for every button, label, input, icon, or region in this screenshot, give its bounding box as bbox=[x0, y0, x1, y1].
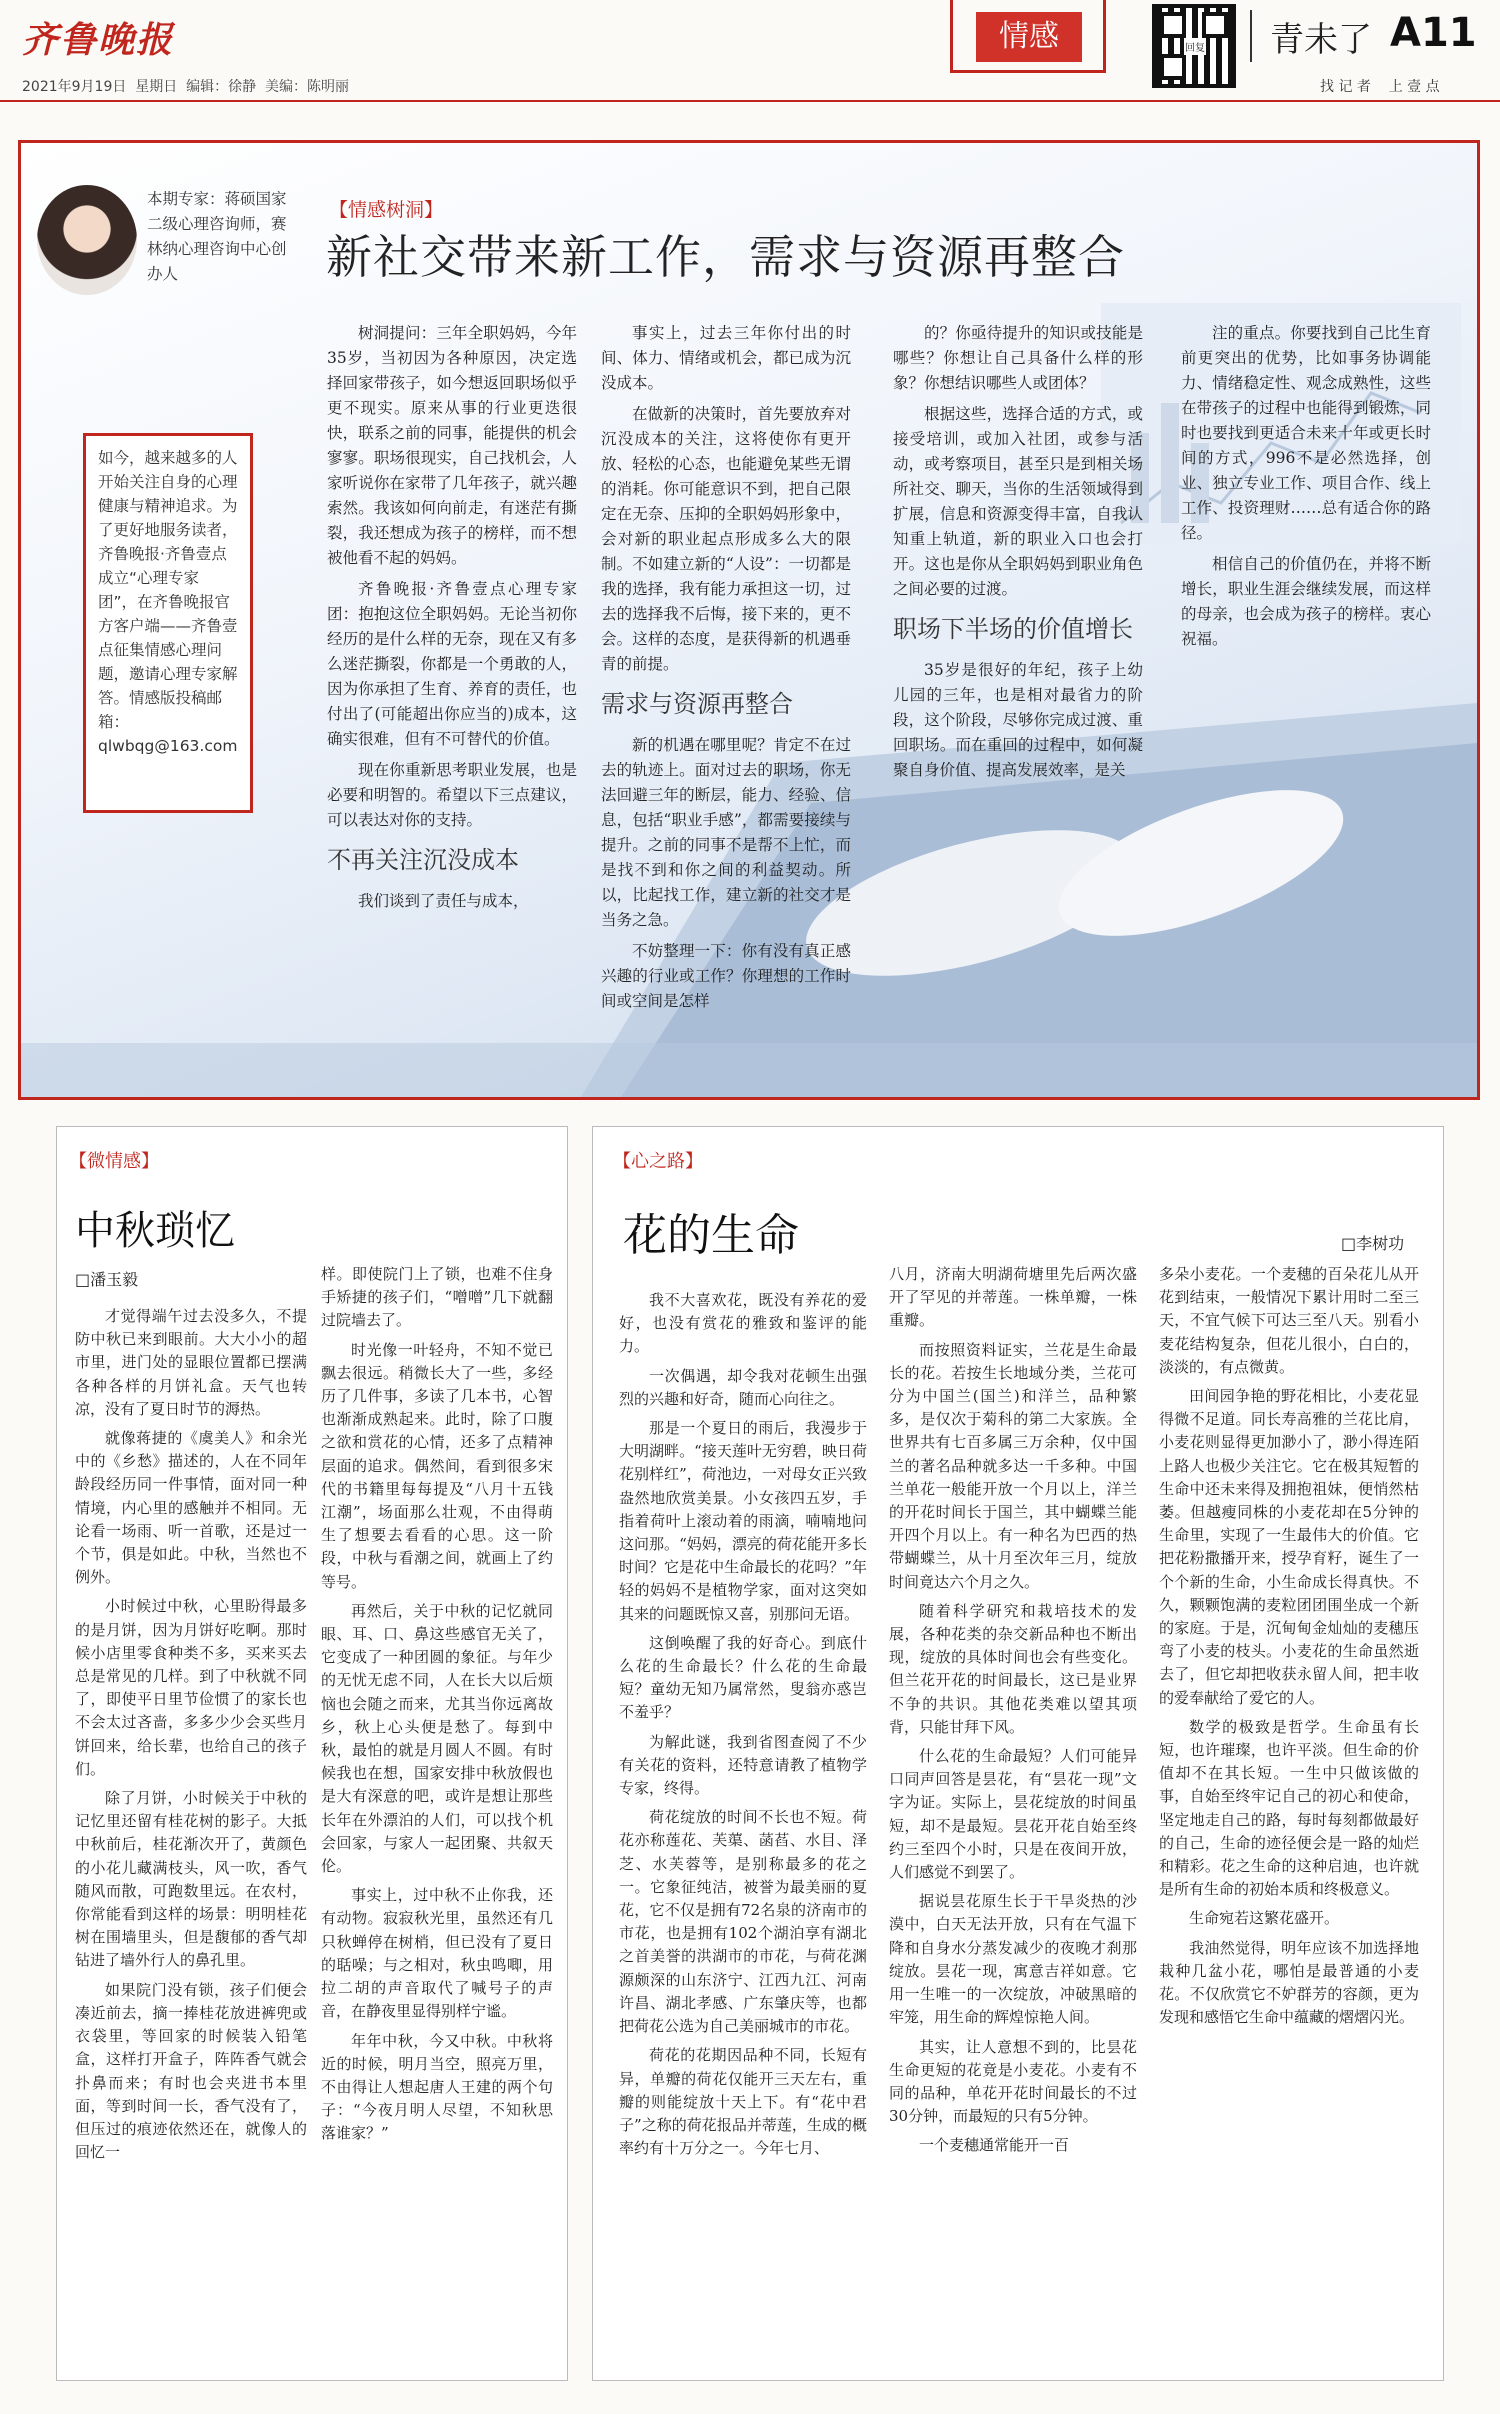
paragraph: 多朵小麦花。一个麦穗的百朵花儿从开花到结束，一般情况下累计用时二至三天，不宜气候下可达三至八天。别看小麦花结构复杂，但花儿很小，白白的，淡淡的，有点微黄。 bbox=[1159, 1265, 1419, 1376]
paragraph: 不妨整理一下：你有没有真正感兴趣的行业或工作？你理想的工作时间或空间是怎样 bbox=[601, 942, 851, 1010]
paragraph: 数学的极致是哲学。生命虽有长短，也许璀璨，也许平淡。但生命的价值却不在其长短。一生中只做该做的事，自始至终牢记自己的初心和使命，坚定地走自己的路，每时每刻都做最好的自己，生命的迹径便会是一路的灿烂和精彩。花之生命的这种启迪，也许就是所有生命的初始本质和终极意义。 bbox=[1159, 1717, 1419, 1899]
date-line: 2021年9月19日 星期日 编辑：徐静 美编：陈明丽 bbox=[22, 79, 350, 95]
paragraph: 树洞提问：三年全职妈妈，今年35岁，当初因为各种原因，决定选择回家带孩子，如今想返回职场似乎更不现实。原来从事的行业更迭很快，联系之前的同事，能提供的机会寥寥。职场很现实，自己找机会，人家听说你在家带了几年孩子，就兴趣索然。我该如何向前走，有迷茫有撕裂，我还想成为孩子的榜样，而不想被他看不起的妈妈。 bbox=[327, 324, 577, 567]
paragraph: 荷花绽放的时间不长也不短。荷花亦称莲花、芙蕖、菡萏、水目、泽芝、水芙蓉等，是别称最多的花之一。它象征纯洁，被誉为最美丽的夏花，它不仅是拥有72名泉的济南市的市花，也是拥有102个湖泊享有湖北之首美誉的洪湖市的市花，与荷花渊源颇深的山东济宁、江西九江、河南许昌、湖北孝感、广东肇庆等，也都把荷花公选为自己美丽城市的市花。 bbox=[619, 1808, 867, 2036]
paragraph: 荷花的花期因品种不同，长短有异，单瓣的荷花仅能开三天左右，重瓣的则能绽放十天上下。有“花中君子”之称的荷花报品并蒂莲，生成的概率约有十万分之一。今年七月、 bbox=[619, 2046, 867, 2158]
paragraph: 一次偶遇，却令我对花顿生出强烈的兴趣和好奇，随而心向往之。 bbox=[619, 1366, 867, 1408]
paragraph: 我们谈到了责任与成本， bbox=[358, 892, 529, 910]
paragraph: 如果院门没有锁，孩子们便会凑近前去，摘一捧桂花放进裤兜或衣袋里，等回家的时候装入铅笔盒，这样打开盒子，阵阵香气就会扑鼻而来；有时也会夹进书本里面，等到时间一长，香气没有了，但压过的痕迹依然还在，就像人的回忆一 bbox=[75, 1980, 307, 2162]
paragraph: 齐鲁晚报·齐鲁壹点心理专家团：抱抱这位全职妈妈。无论当初你经历的是什么样的无奈，现在又有多么迷茫撕裂，你都是一个勇敢的人，因为你承担了生育、养育的责任，也付出了(可能超出你应当的)成本，这确实很难，但有不可替代的价值。 bbox=[327, 580, 577, 748]
tagline: 找 记 者 上 壹 点 bbox=[1320, 79, 1440, 95]
article-author: □李树功 bbox=[1341, 1234, 1405, 1253]
subheading: 需求与资源再整合 bbox=[601, 690, 793, 718]
article-author: □潘玉毅 bbox=[75, 1270, 139, 1289]
masthead-divider bbox=[1250, 10, 1252, 62]
paragraph: 为解此谜，我到省图查阅了不少有关花的资料，还特意请教了植物学专家，终得。 bbox=[619, 1732, 867, 1798]
paragraph: 随着科学研究和栽培技术的发展，各种花类的杂交新品种也不断出现，绽放的具体时间也会有些变化。但兰花开花的时间最长，这已是业界不争的共识。其他花类难以望其项背，只能甘拜下风。 bbox=[889, 1601, 1137, 1736]
paragraph: 时光像一叶轻舟，不知不觉已飘去很远。稍微长大了一些，多经历了几件事，多读了几本书，心智也渐渐成熟起来。此时，除了口腹之欲和赏花的心情，还多了点精神层面的追求。偶然间，看到很多宋代的书籍里每每提及“八月十五钱江潮”，场面那么壮观，不由得萌生了想要去看看的心思。这一阶段，中秋与看潮之间，就画上了约等号。 bbox=[321, 1340, 553, 1591]
article-column-1 bbox=[75, 1305, 307, 2170]
paragraph: 那是一个夏日的雨后，我漫步于大明湖畔。“接天莲叶无穷碧，映日荷花别样红”，荷池边，一对母女正兴致盎然地欣赏美景。小女孩四五岁，手指着荷叶上滚动着的雨滴，喃喃地问这问那。“妈妈，漂亮的荷花能开多长时间？它是花中生命最长的花吗？”年轻的妈妈不是植物学家，面对这突如其来的问题既惊又喜，别那问无语。 bbox=[619, 1419, 867, 1623]
paragraph: 除了月饼，小时候关于中秋的记忆里还留有桂花树的影子。大抵中秋前后，桂花渐次开了，黄颜色的小花儿藏满枝头，风一吹，香气随风而散，可跑数里远。在农村，你常能看到这样的场景：明明桂花树在围墙里头，但是馥郁的香气却钻进了墙外行人的鼻孔里。 bbox=[75, 1789, 307, 1970]
paragraph: 生命宛若这繁花盛开。 bbox=[1189, 1909, 1340, 1928]
paragraph: 就像蒋捷的《虞美人》和余光中的《乡愁》描述的，人在不同年龄段经历同一件事情，面对同一种情境，内心里的感触并不相同。无论看一场雨、听一首歌，还是过一个节，俱是如此。中秋，当然也不例外。 bbox=[75, 1429, 307, 1587]
paragraph: 相信自己的价值仍在，并将不断增长，职业生涯会继续发展，而这样的母亲，也会成为孩子的榜样。衷心祝福。 bbox=[1181, 555, 1431, 648]
section-badge: 情感 bbox=[976, 12, 1082, 62]
article-column-2 bbox=[889, 1263, 1137, 2164]
feature-panel bbox=[18, 140, 1480, 1100]
paragraph: 新的机遇在哪里呢？肯定不在过去的轨迹上。面对过去的职场，你无法回避三年的断层，能力、经验、信息，包括“职业手感”，都需要接续与提升。之前的同事不是帮不上忙，而是找不到和你之间的利益契动。所以，比起找工作，建立新的社交才是当务之急。 bbox=[601, 736, 851, 929]
masthead-rule bbox=[0, 100, 1500, 102]
paragraph: 注的重点。你要找到自己比生育前更突出的优势，比如事务协调能力、情绪稳定性、观念成熟性，这些在带孩子的过程中也能得到锻炼，同时也要找到更适合未来十年或更长时间的方式，996不是必然选择，创业、独立专业工作、项目合作、线上工作、投资理财……总有适合你的路径。 bbox=[1181, 324, 1431, 542]
page-number: A11 bbox=[1390, 10, 1477, 56]
paragraph: 才觉得端午过去没多久，不提防中秋已来到眼前。大大小小的超市里，进门处的显眼位置都已摆满各种各样的月饼礼盒。天气也转凉，没有了夏日时节的溽热。 bbox=[75, 1307, 307, 1418]
subheading: 职场下半场的价值增长 bbox=[893, 615, 1133, 643]
paragraph: 我油然觉得，明年应该不加选择地栽种几盆小花，哪怕是最普通的小麦花。不仅欣赏它不妒群芳的容颜，更为发现和感悟它生命中蕴藏的熠熠闪光。 bbox=[1159, 1938, 1419, 2027]
paragraph: 八月，济南大明湖荷塘里先后两次盛开了罕见的并蒂莲。一株单瓣，一株重瓣。 bbox=[889, 1265, 1137, 1330]
article-column-1 bbox=[619, 1289, 867, 2166]
feature-column-4 bbox=[1181, 321, 1431, 658]
paragraph: 现在你重新思考职业发展，也是必要和明智的。希望以下三点建议，可以表达对你的支持。 bbox=[327, 761, 577, 829]
paragraph: 小时候过中秋，心里盼得最多的是月饼，因为月饼好吃啊。那时候小店里零食种类不多，买来买去总是常见的几样。到了中秋就不同了，即使平日里节俭惯了的家长也不会太过吝啬，多多少少会买些月饼回来，给长辈，也给自己的孩子们。 bbox=[75, 1597, 307, 1778]
paragraph: 年年中秋，今又中秋。中秋将近的时候，明月当空，照亮万里，不由得让人想起唐人王建的两个句子：“今夜月明人尽望，不知秋思落谁家？” bbox=[321, 2031, 553, 2143]
paragraph: 事实上，过去三年你付出的时间、体力、情绪或机会，都已成为沉没成本。 bbox=[601, 324, 851, 392]
expert-intro: 本期专家：蒋硕国家二级心理咨询师，赛林纳心理咨询中心创办人 bbox=[147, 190, 287, 283]
paragraph: 而按照资料证实，兰花是生命最长的花。若按生长地域分类，兰花可分为中国兰(国兰)和洋兰，品种繁多，是仅次于菊科的第二大家族。全世界共有七百多属三万余种，仅中国兰的著名品种就多达一千多种。中国兰单花一般能开放一个月以上，洋兰的开花时间长于国兰，其中蝴蝶兰能开四个月以上。有一种名为巴西的热带蝴蝶兰，从十月至次年三月，绽放时间竟达六个月之久。 bbox=[889, 1340, 1137, 1591]
slogan: 青未了 bbox=[1270, 20, 1372, 60]
feature-column-1 bbox=[327, 321, 577, 920]
paragraph: 根据这些，选择合适的方式，或接受培训，或加入社团，或参与活动，或考察项目，甚至只是到相关场所社交、聊天，当你的生活领域得到扩展，信息和资源变得丰富，自我认知重上轨道，新的职业入口也会打开。这也是你从全职妈妈到职业角色之间必要的过渡。 bbox=[893, 405, 1143, 598]
article-title: 中秋琐忆 bbox=[75, 1208, 235, 1254]
paragraph: 这倒唤醒了我的好奇心。到底什么花的生命最长？什么花的生命最短？童幼无知乃属常然，叟翁亦惑岂不羞乎？ bbox=[619, 1633, 867, 1722]
article-tag: 【微情感】 bbox=[69, 1151, 159, 1172]
newspaper-logo: 齐鲁晚报 bbox=[22, 20, 175, 61]
paragraph: 事实上，过中秋不止你我，还有动物。寂寂秋光里，虽然还有几只秋蝉停在树梢，但已没有了夏日的聒噪；与之相对，秋虫鸣唧，用拉二胡的声音取代了喊号子的声音，在静夜里显得别样宁谧。 bbox=[321, 1886, 553, 2021]
feature-tag: 【情感树洞】 bbox=[329, 199, 444, 221]
article-mid-autumn bbox=[56, 1126, 568, 2381]
expert-avatar bbox=[37, 185, 137, 295]
subheading: 不再关注沉没成本 bbox=[327, 846, 519, 874]
article-tag: 【心之路】 bbox=[613, 1151, 703, 1172]
article-column-3 bbox=[1159, 1263, 1419, 2036]
masthead bbox=[0, 0, 1500, 100]
qr-caption: 回复 bbox=[1184, 38, 1206, 55]
paragraph: 什么花的生命最短？人们可能异口同声回答是昙花，有“昙花一现”文字为证。实际上，昙花绽放的时间虽短，却不是最短。昙花开花自始至终约三至四个小时，只是在夜间开放，人们感觉不到罢了。 bbox=[889, 1747, 1137, 1882]
article-column-2 bbox=[321, 1263, 553, 2152]
article-flower-life bbox=[592, 1126, 1444, 2381]
paragraph: 35岁是很好的年纪，孩子上幼儿园的三年，也是相对最省力的阶段，这个阶段，尽够你完成过渡、重回职场。而在重回的过程中，如何凝聚自身价值、提高发展效率，是关 bbox=[893, 661, 1143, 779]
feature-headline: 新社交带来新工作，需求与资源再整合 bbox=[326, 230, 1125, 284]
feature-column-3 bbox=[893, 321, 1143, 789]
sidebar-note: 如今，越来越多的人开始关注自身的心理健康与精神追求。为了更好地服务读者，齐鲁晚报·齐鲁壹点成立“心理专家团”，在齐鲁晚报官方客户端——齐鲁壹点征集情感心理问题，邀请心理专家解答。情感版投稿邮箱：qlwbqg@163.com bbox=[83, 433, 253, 813]
article-title: 花的生命 bbox=[623, 1210, 799, 1261]
paragraph: 的？你亟待提升的知识或技能是哪些？你想让自己具备什么样的形象？你想结识哪些人或团体？ bbox=[893, 324, 1143, 392]
paragraph: 据说昙花原生长于干旱炎热的沙漠中，白天无法开放，只有在气温下降和自身水分蒸发减少的夜晚才刹那绽放。昙花一现，寓意吉祥如意。它用一生唯一的一次绽放，冲破黑暗的牢笼，用生命的辉煌惊艳人间。 bbox=[889, 1892, 1137, 2027]
paragraph: 其实，让人意想不到的，比昙花生命更短的花竟是小麦花。小麦有不同的品种，单花开花时间最长的不过30分钟，而最短的只有5分钟。 bbox=[889, 2037, 1137, 2126]
qr-code-icon bbox=[1152, 4, 1236, 88]
paragraph: 一个麦穗通常能开一百 bbox=[919, 2136, 1070, 2155]
paragraph: 我不大喜欢花，既没有养花的爱好，也没有赏花的雅致和鉴评的能力。 bbox=[619, 1291, 867, 1356]
paragraph: 田间园争艳的野花相比，小麦花显得微不足道。同长寿高雅的兰花比肩，小麦花则显得更加渺小了，渺小得连陌上路人也极少关注它。它在极其短暂的生命中还未来得及拥抱祖妹，便悄然枯萎。但越瘦同株的小麦花却在5分钟的生命里，实现了一生最伟大的价值。它把花粉撒播开来，授孕育籽，诞生了一个个新的生命，小生命成长得真快。不久，颗颗饱满的麦粒团团围坐成一个新的家庭。于是，沉甸甸金灿灿的麦穗压弯了小麦的枝头。小麦花的生命虽然逝去了，但它却把收获永留人间，把丰收的爱奉献给了爱它的人。 bbox=[1159, 1387, 1419, 1707]
paragraph: 在做新的决策时，首先要放弃对沉没成本的关注，这将使你有更开放、轻松的心态，也能避免某些无谓的消耗。你可能意识不到，把自己限定在无奈、压抑的全职妈妈形象中，会对新的职业起点形成多么大的限制。不如建立新的“人设”：一切都是我的选择，我有能力承担这一切，过去的选择我不后悔，接下来的，更不会。这样的态度，是获得新的机遇垂青的前提。 bbox=[601, 405, 851, 673]
paragraph: 样。即使院门上了锁，也难不住身手矫捷的孩子们，“噌噌”几下就翻过院墙去了。 bbox=[321, 1265, 553, 1330]
feature-column-2 bbox=[601, 321, 851, 1020]
paragraph: 再然后，关于中秋的记忆就同眼、耳、口、鼻这些感官无关了，它变成了一种团圆的象征。与年少的无忧无虑不同，人在长大以后烦恼也会随之而来，尤其当你远离故乡，秋上心头便是愁了。每到中秋，最怕的就是月圆人不圆。有时候我也在想，国家安排中秋放假也是大有深意的吧，或许是想让那些长年在外漂泊的人们，可以找个机会回家，与家人一起团聚、共叙天伦。 bbox=[321, 1601, 553, 1876]
